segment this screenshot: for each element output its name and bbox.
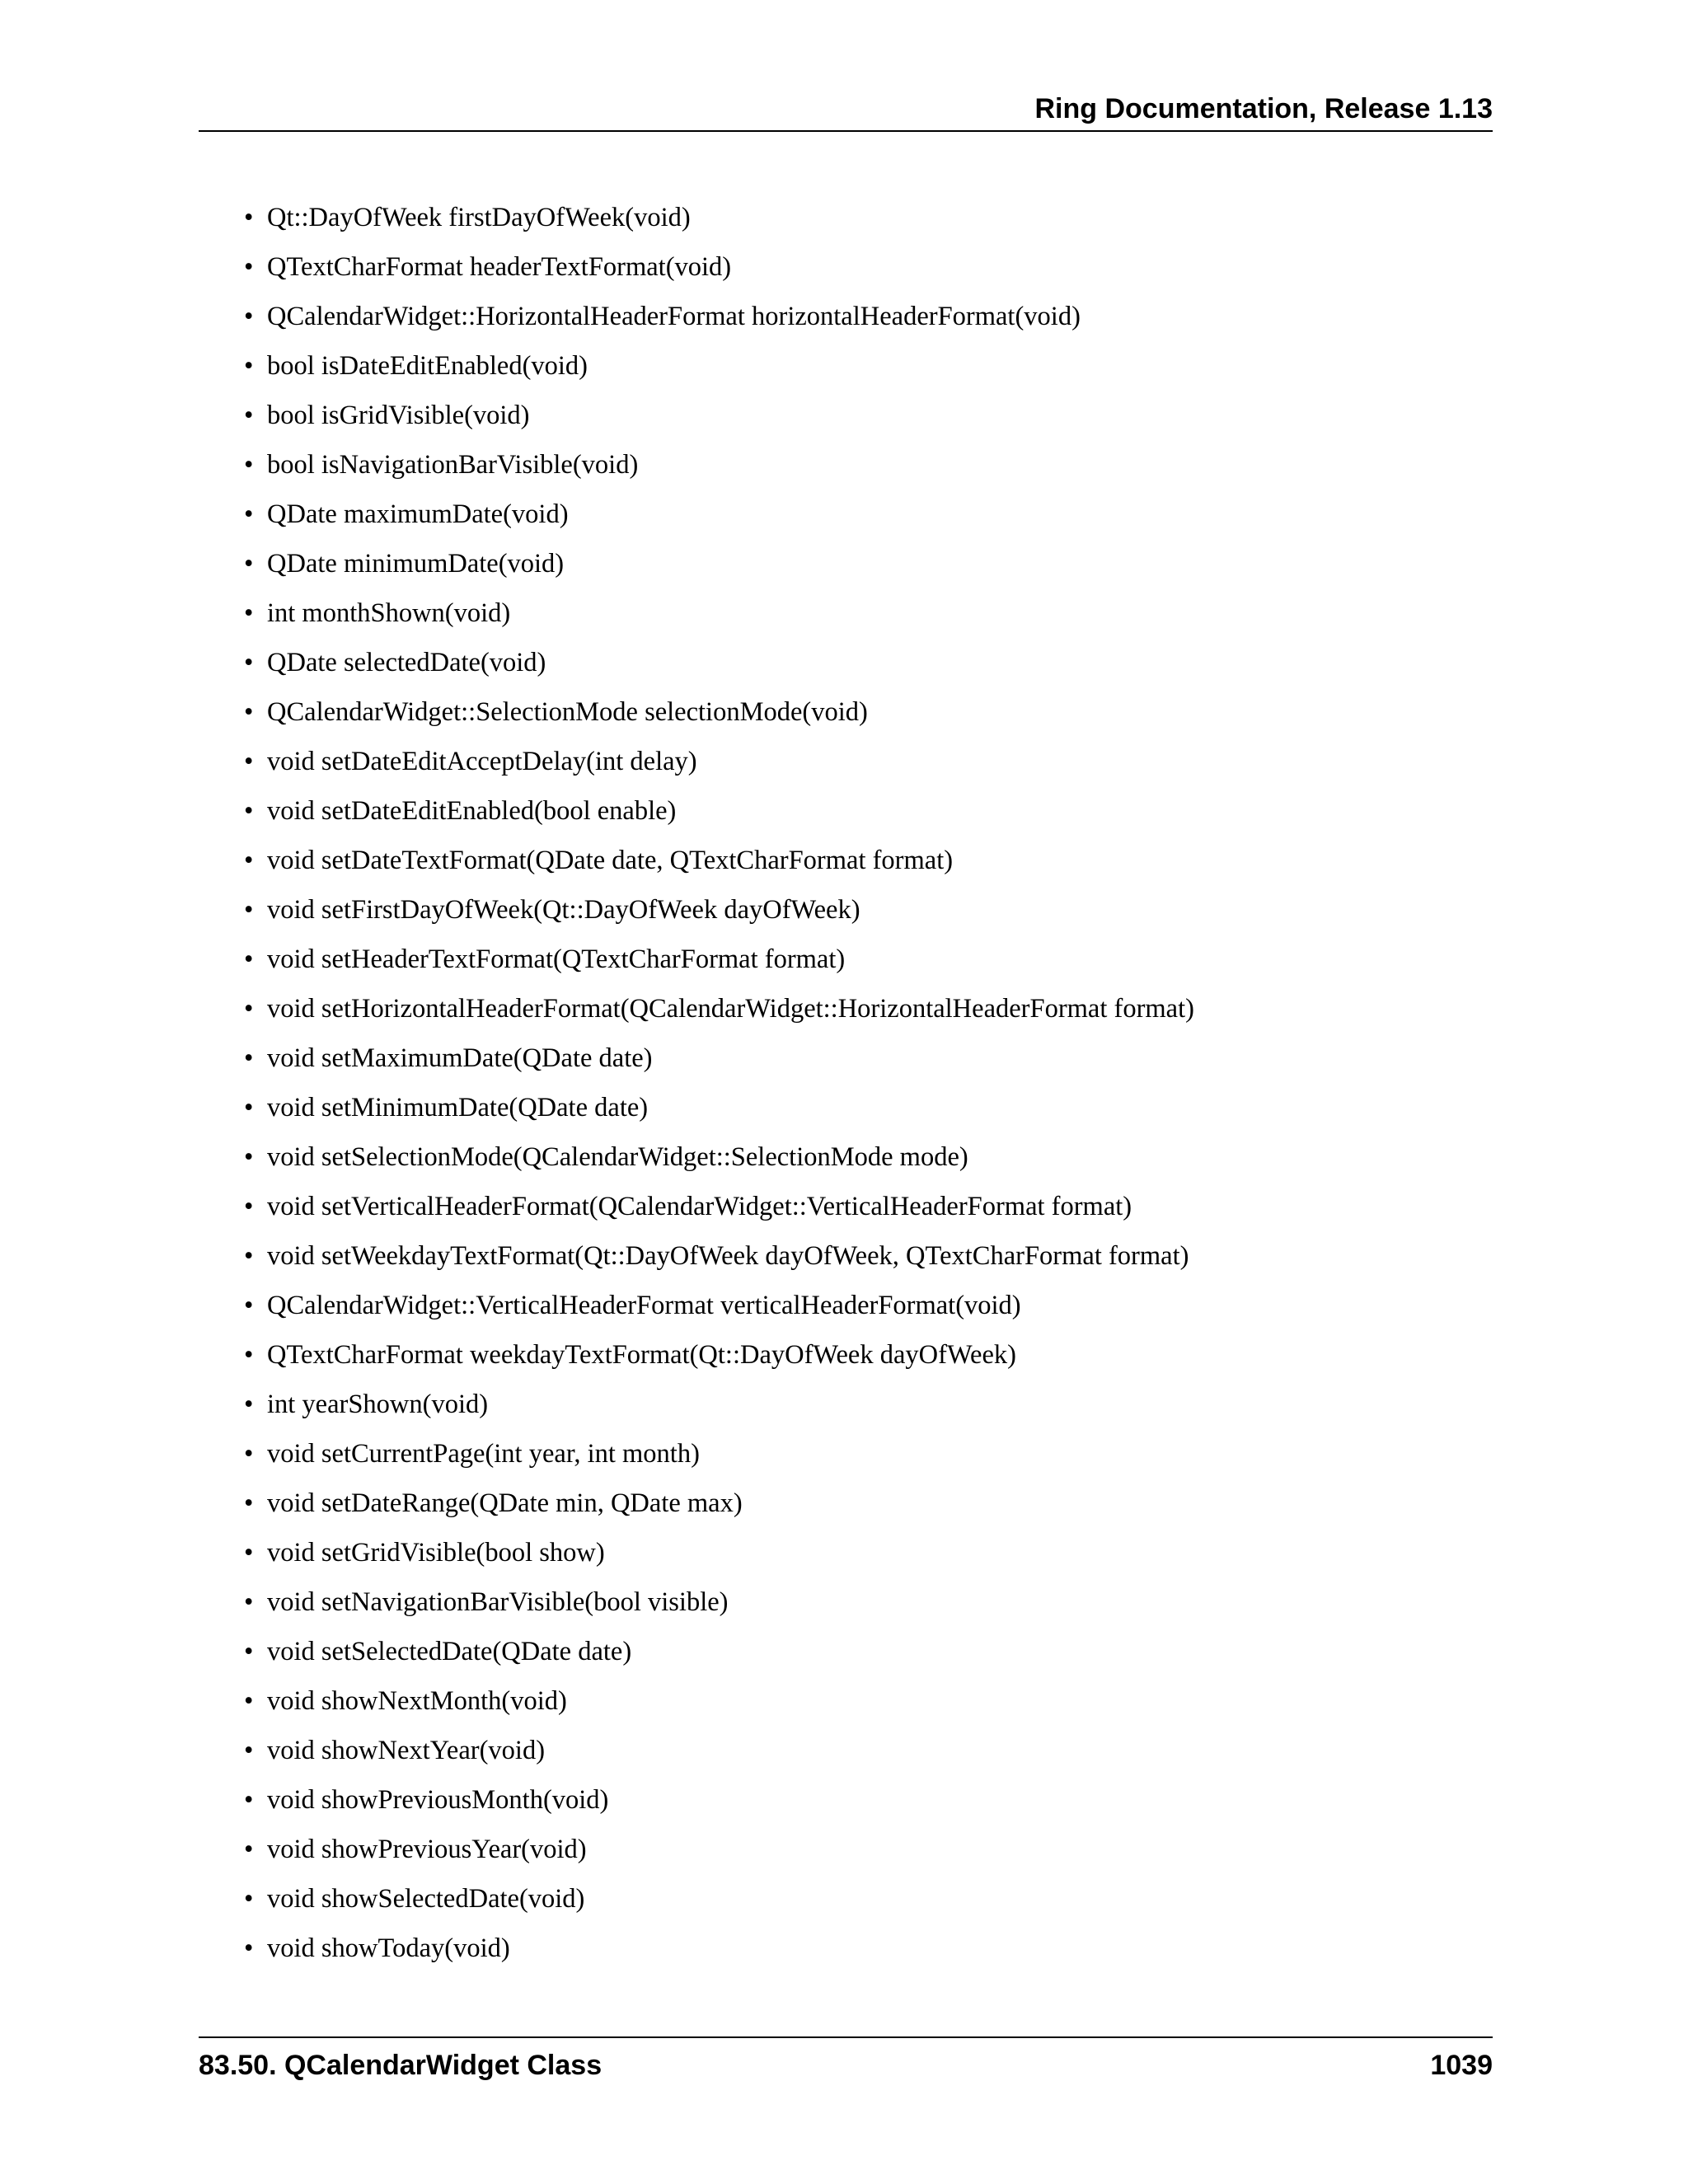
- bullet-icon: •: [244, 598, 254, 628]
- method-list-item: [244, 744, 1194, 794]
- method-signature: QCalendarWidget::VerticalHeaderFormat verticalHeaderFormat(void): [267, 1291, 1021, 1320]
- bullet-icon: •: [244, 796, 254, 826]
- bullet-icon: •: [244, 944, 254, 974]
- method-list-item: [244, 991, 1194, 1041]
- method-signature: void setWeekdayTextFormat(Qt::DayOfWeek dayOfWeek, QTextCharFormat format): [267, 1241, 1189, 1271]
- method-signature: QDate minimumDate(void): [267, 549, 565, 579]
- method-signature: void setDateEditAcceptDelay(int delay): [267, 747, 697, 776]
- method-list-item: [244, 695, 1194, 744]
- bullet-icon: •: [244, 401, 254, 430]
- method-list-item: [244, 1486, 1194, 1535]
- bullet-icon: •: [244, 1093, 254, 1122]
- method-signature: int yearShown(void): [267, 1390, 489, 1419]
- method-list-item: [244, 1783, 1194, 1832]
- bullet-icon: •: [244, 994, 254, 1024]
- bullet-icon: •: [244, 1637, 254, 1666]
- method-list-item: [244, 349, 1194, 398]
- method-signature: void setHeaderTextFormat(QTextCharFormat format): [267, 944, 846, 974]
- bullet-icon: •: [244, 351, 254, 381]
- page-number: 1039: [1430, 2050, 1493, 2081]
- method-list-item: [244, 546, 1194, 596]
- bullet-icon: •: [244, 1884, 254, 1914]
- method-signature: void showSelectedDate(void): [267, 1884, 585, 1914]
- method-signature: bool isGridVisible(void): [267, 401, 530, 430]
- method-signature: void setDateEditEnabled(bool enable): [267, 796, 677, 826]
- bullet-icon: •: [244, 1291, 254, 1320]
- method-list-item: [244, 1041, 1194, 1090]
- method-list-item: [244, 843, 1194, 893]
- bullet-icon: •: [244, 203, 254, 232]
- bullet-icon: •: [244, 499, 254, 529]
- method-signature: void setGridVisible(bool show): [267, 1538, 605, 1568]
- bullet-icon: •: [244, 302, 254, 331]
- method-signature: void showNextMonth(void): [267, 1686, 567, 1716]
- method-signature: void setSelectedDate(QDate date): [267, 1637, 632, 1666]
- method-signature: void setCurrentPage(int year, int month): [267, 1439, 700, 1469]
- bullet-icon: •: [244, 1390, 254, 1419]
- method-signature: void setMinimumDate(QDate date): [267, 1093, 649, 1122]
- method-list-item: [244, 299, 1194, 349]
- bullet-icon: •: [244, 1340, 254, 1370]
- method-signature: void setFirstDayOfWeek(Qt::DayOfWeek dayOfWeek): [267, 895, 860, 925]
- method-list-item: [244, 1288, 1194, 1338]
- bullet-icon: •: [244, 1142, 254, 1172]
- bullet-icon: •: [244, 895, 254, 925]
- method-signature: QCalendarWidget::HorizontalHeaderFormat horizontalHeaderFormat(void): [267, 302, 1081, 331]
- method-list-item: [244, 1436, 1194, 1486]
- bullet-icon: •: [244, 648, 254, 677]
- method-signature: QTextCharFormat headerTextFormat(void): [267, 252, 732, 282]
- method-list-item: [244, 250, 1194, 299]
- method-signature: void setMaximumDate(QDate date): [267, 1043, 653, 1073]
- method-signature: void setNavigationBarVisible(bool visible): [267, 1587, 729, 1617]
- method-signature: void showPreviousMonth(void): [267, 1785, 609, 1815]
- method-list-item: [244, 794, 1194, 843]
- method-list-item: [244, 942, 1194, 991]
- method-list-item: [244, 1931, 1194, 1980]
- method-signature: Qt::DayOfWeek firstDayOfWeek(void): [267, 203, 691, 232]
- method-list-item: [244, 1733, 1194, 1783]
- method-signature: void setHorizontalHeaderFormat(QCalendarWidget::HorizontalHeaderFormat format): [267, 994, 1194, 1024]
- method-list-item: [244, 1832, 1194, 1882]
- method-signature: int monthShown(void): [267, 598, 511, 628]
- bullet-icon: •: [244, 1043, 254, 1073]
- method-signature: void setDateRange(QDate min, QDate max): [267, 1488, 743, 1518]
- method-list-item: [244, 645, 1194, 695]
- method-signature: bool isNavigationBarVisible(void): [267, 450, 639, 480]
- method-signature: void showToday(void): [267, 1933, 510, 1963]
- bullet-icon: •: [244, 747, 254, 776]
- page-header: [199, 89, 1493, 132]
- method-signature: void setSelectionMode(QCalendarWidget::SelectionMode mode): [267, 1142, 968, 1172]
- method-list-item: [244, 1090, 1194, 1140]
- method-list-item: [244, 1387, 1194, 1436]
- method-list-item: [244, 497, 1194, 546]
- method-signature: void showNextYear(void): [267, 1736, 546, 1765]
- method-signature: void setDateTextFormat(QDate date, QTextCharFormat format): [267, 846, 954, 875]
- method-list-item: [244, 1684, 1194, 1733]
- method-list-item: [244, 1634, 1194, 1684]
- method-list: [244, 200, 1194, 1980]
- bullet-icon: •: [244, 1488, 254, 1518]
- method-list-item: [244, 448, 1194, 497]
- method-signature: QCalendarWidget::SelectionMode selectionMode(void): [267, 697, 868, 727]
- method-list-item: [244, 893, 1194, 942]
- bullet-icon: •: [244, 1192, 254, 1221]
- method-list-item: [244, 1140, 1194, 1189]
- method-list-item: [244, 1585, 1194, 1634]
- bullet-icon: •: [244, 846, 254, 875]
- method-list-item: [244, 1535, 1194, 1585]
- method-list-item: [244, 1239, 1194, 1288]
- bullet-icon: •: [244, 697, 254, 727]
- method-signature: void setVerticalHeaderFormat(QCalendarWidget::VerticalHeaderFormat format): [267, 1192, 1132, 1221]
- section-title: 83.50. QCalendarWidget Class: [199, 2050, 603, 2081]
- bullet-icon: •: [244, 1686, 254, 1716]
- bullet-icon: •: [244, 1538, 254, 1568]
- bullet-icon: •: [244, 1736, 254, 1765]
- method-list-item: [244, 596, 1194, 645]
- method-signature: QDate maximumDate(void): [267, 499, 569, 529]
- bullet-icon: •: [244, 450, 254, 480]
- method-signature: void showPreviousYear(void): [267, 1835, 587, 1864]
- method-list-item: [244, 1338, 1194, 1387]
- method-signature: bool isDateEditEnabled(void): [267, 351, 588, 381]
- method-list-item: [244, 1882, 1194, 1931]
- method-signature: QDate selectedDate(void): [267, 648, 546, 677]
- method-list-item: [244, 1189, 1194, 1239]
- method-list-item: [244, 200, 1194, 250]
- bullet-icon: •: [244, 1835, 254, 1864]
- method-list-item: [244, 398, 1194, 448]
- bullet-icon: •: [244, 1587, 254, 1617]
- bullet-icon: •: [244, 1785, 254, 1815]
- document-title: Ring Documentation, Release 1.13: [1034, 93, 1493, 124]
- bullet-icon: •: [244, 1933, 254, 1963]
- page-footer: [199, 2036, 1493, 2086]
- bullet-icon: •: [244, 1439, 254, 1469]
- bullet-icon: •: [244, 252, 254, 282]
- bullet-icon: •: [244, 549, 254, 579]
- bullet-icon: •: [244, 1241, 254, 1271]
- method-signature: QTextCharFormat weekdayTextFormat(Qt::DayOfWeek dayOfWeek): [267, 1340, 1016, 1370]
